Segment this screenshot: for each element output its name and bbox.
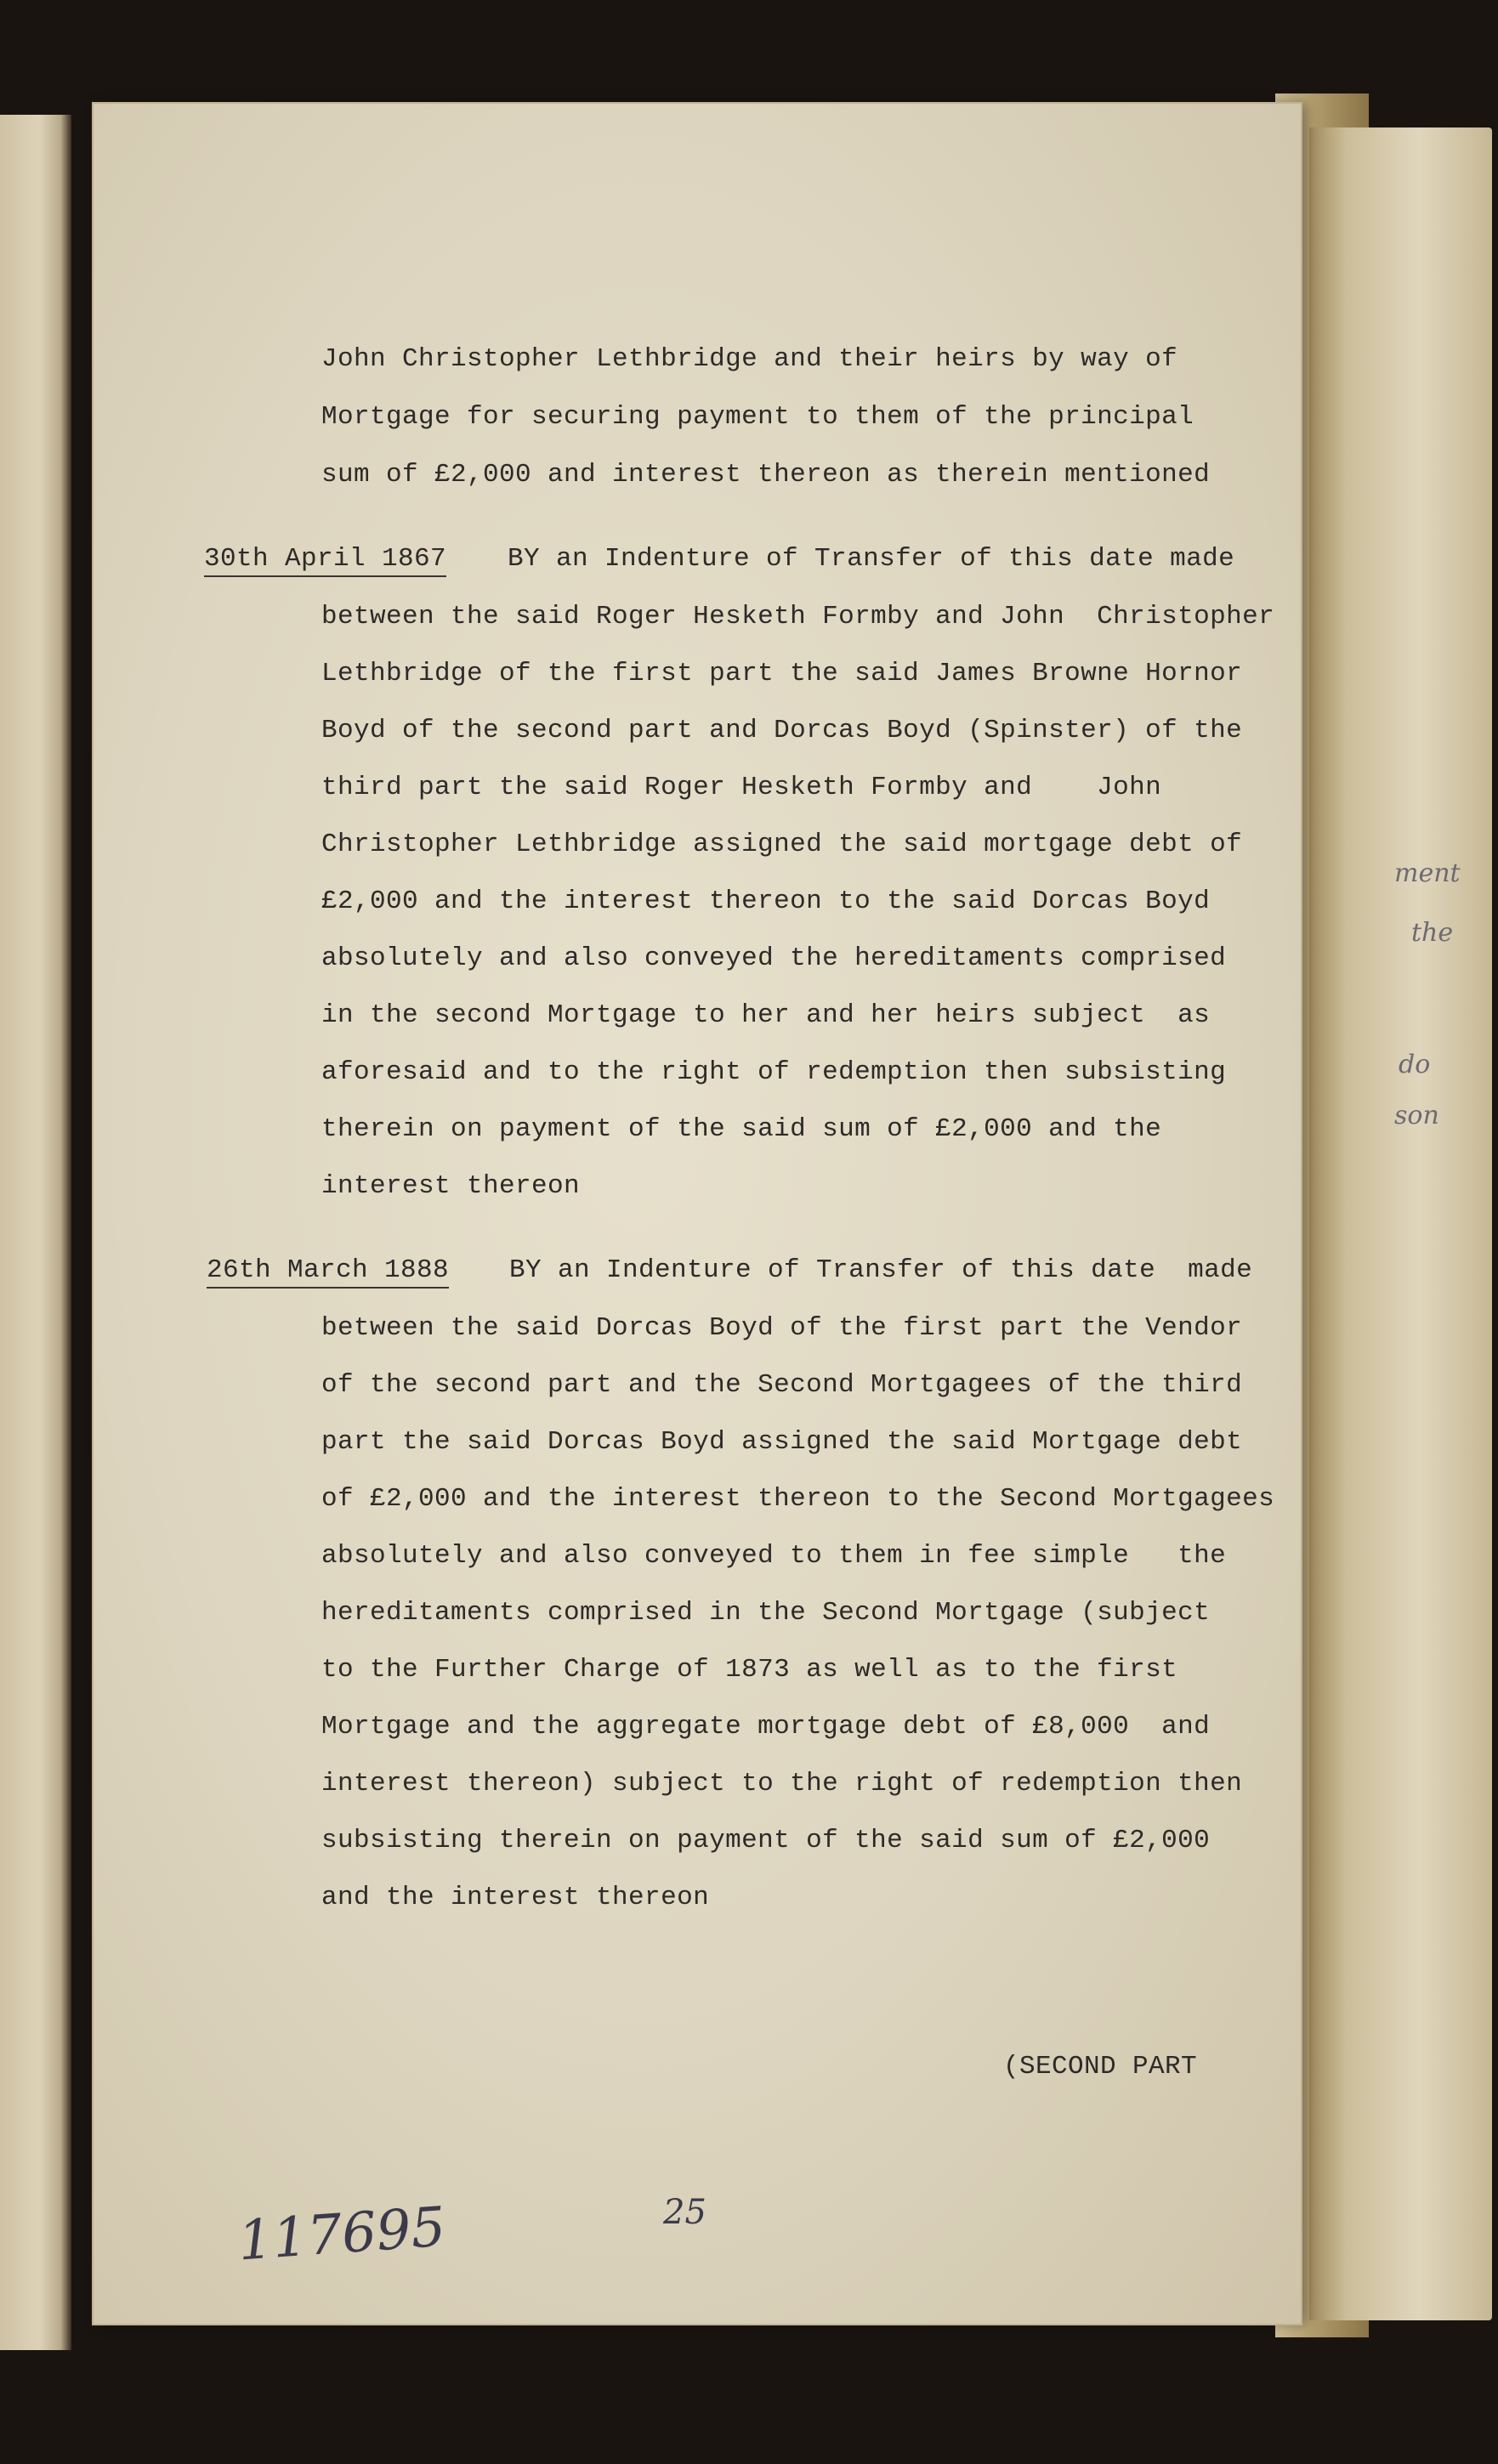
- text-line: of the second part and the Second Mortgagees of the third: [321, 1370, 1243, 1400]
- text-line: between the said Dorcas Boyd of the first part the Vendor: [321, 1313, 1243, 1343]
- text-line: in the second Mortgage to her and her heirs subject as: [321, 1000, 1211, 1030]
- margin-note: the: [1411, 918, 1454, 948]
- text-line: aforesaid and to the right of redemption then subsisting: [321, 1057, 1227, 1087]
- entry-date: 26th March 1888: [207, 1255, 449, 1289]
- text-line: subsisting therein on payment of the said sum of £2,000: [321, 1826, 1211, 1855]
- text-line: Mortgage and the aggregate mortgage debt of £8,000 and: [321, 1712, 1211, 1742]
- text-line: and the interest thereon: [321, 1883, 710, 1912]
- text-line: between the said Roger Hesketh Formby and John Christopher: [321, 602, 1275, 632]
- text-line: Christopher Lethbridge assigned the said mortgage debt of: [321, 830, 1243, 859]
- text-line: absolutely and also conveyed the hereditaments comprised: [321, 943, 1227, 973]
- text-line: part the said Dorcas Boyd assigned the said Mortgage debt: [321, 1427, 1243, 1457]
- text-line: third part the said Roger Hesketh Formby and John: [321, 773, 1162, 802]
- entry-first-line: BY an Indenture of Transfer of this date made: [509, 1255, 1253, 1285]
- text-line: interest thereon: [321, 1171, 581, 1201]
- entry-first-line: BY an Indenture of Transfer of this date made: [508, 544, 1235, 574]
- text-line: of £2,000 and the interest thereon to the Second Mortgagees: [321, 1484, 1275, 1514]
- text-line: £2,000 and the interest thereon to the said Dorcas Boyd: [321, 886, 1211, 916]
- margin-note: ment: [1394, 858, 1461, 888]
- text-line: interest thereon) subject to the right of redemption then: [321, 1769, 1243, 1798]
- text-line: Boyd of the second part and Dorcas Boyd (Spinster) of the: [321, 716, 1243, 745]
- entry-date: 30th April 1867: [204, 544, 446, 577]
- page-number: 25: [663, 2193, 706, 2232]
- continuation-marker: (SECOND PART: [1003, 2052, 1198, 2082]
- text-line: Mortgage for securing payment to them of the principal: [321, 402, 1194, 432]
- text-line: therein on payment of the said sum of £2,000 and the: [321, 1114, 1162, 1144]
- text-line: hereditaments comprised in the Second Mortgage (subject: [321, 1598, 1211, 1628]
- underlying-leaf: [1309, 127, 1492, 2320]
- text-line: John Christopher Lethbridge and their heirs by way of: [321, 344, 1178, 374]
- text-line: absolutely and also conveyed to them in fee simple the: [321, 1541, 1227, 1571]
- text-line: to the Further Charge of 1873 as well as to the first: [321, 1655, 1178, 1685]
- left-page-edge: [0, 115, 71, 2350]
- document-page: [94, 104, 1301, 2324]
- handwritten-reference-number: 117695: [235, 2195, 448, 2274]
- text-line: Lethbridge of the first part the said James Browne Hornor: [321, 659, 1243, 688]
- margin-note: son: [1394, 1101, 1439, 1130]
- margin-note: do: [1399, 1050, 1431, 1079]
- text-line: sum of £2,000 and interest thereon as therein mentioned: [321, 460, 1211, 490]
